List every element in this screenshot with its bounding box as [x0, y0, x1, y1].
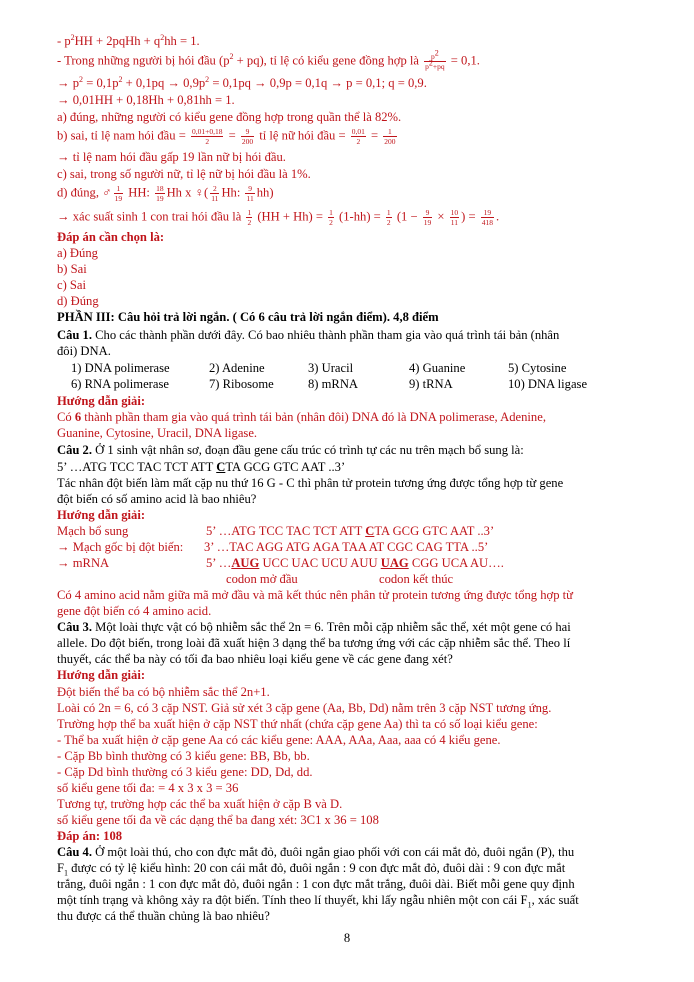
fraction: $\frac{2}{11}$	[211, 184, 219, 203]
q3-text-1: Câu 3. Một loài thực vật có bộ nhiễm sắc thể 2n = 6. Trên mỗi cặp nhiễm sắc thể, xét một gene có hai	[57, 620, 571, 634]
answer-item: b) Sai	[57, 262, 87, 276]
q3-solution: Đột biến thể ba có bộ nhiễm sắc thể 2n+1.	[57, 685, 270, 699]
q4-text-1: Câu 4. Ở một loài thú, cho con đực mắt đỏ, đuôi ngắn giao phối với con cái mắt đỏ, đuôi ngắn (P), thu	[57, 845, 575, 859]
q2-solution-2: gene đột biến có 4 amino acid.	[57, 604, 212, 618]
q1-text-1: Câu 1. Cho các thành phần dưới đây. Có bao nhiêu thành phần tham gia vào quá trình tái bản (nhân	[57, 328, 560, 342]
q1-option: 3) Uracil	[308, 361, 354, 375]
q2-codon-start-label: codon mở đầu	[226, 572, 298, 586]
q4-text-2: $F_1$ được có tỷ lệ kiểu hình: 20 con cái mắt đỏ, đuôi ngắn : 9 con đực mắt đỏ, đuôi dài : 9 con đực mắt	[57, 861, 566, 878]
top-line-2: - Trong những người bị hói đầu $(p^2 + pq)$, tỉ lệ có kiểu gene đồng hợp là $\frac{p2}{p2+pq}$ = 0,1.	[57, 48, 480, 71]
q1-text-2: đôi) DNA.	[57, 344, 111, 358]
q4-text-3: trắng, đuôi ngắn : 1 con đực mắt đỏ, đuôi ngắn : 1 con đực mắt trắng, đuôi dài. Biết mỗi gene quy định	[57, 877, 575, 891]
q3-solution: - Thể ba xuất hiện ở cặp gene Aa có các kiểu gene: AAA, AAa, Aaa, aaa có 4 kiểu gene.	[57, 733, 501, 747]
q3-solution: số kiểu gene tối đa về các dạng thể ba đang xét: 3C1 x 36 = 108	[57, 813, 379, 827]
q3-solution: Trường hợp thể ba xuất hiện ở cặp NST thứ nhất (chứa cặp gene Aa) thì ta có số loại kiểu gene:	[57, 717, 538, 731]
fraction: $\frac{1}{2}$	[386, 208, 391, 227]
top-line-1: - $p^2HH$ + 2pqHh + $q^2hh = 1$.	[57, 32, 200, 48]
fraction: $\frac{1}{2}$	[247, 208, 252, 227]
q3-solution: - Cặp Dd bình thường có 3 kiểu gene: DD, Dd, dd.	[57, 765, 313, 779]
top-line-4: → 0,01HH + 0,18Hh + 0,81hh = 1.	[57, 93, 235, 107]
q2-guide-heading: Hướng dẫn giải:	[57, 508, 146, 522]
q1-option: 1) DNA polimerase	[71, 361, 170, 375]
q4-text-5: thu được cá thể thuần chủng là bao nhiêu?	[57, 909, 270, 923]
fraction: $\frac{0,01}{2}$	[351, 127, 365, 146]
fraction: $\frac{9}{11}$	[246, 184, 254, 203]
q1-option: 7) Ribosome	[209, 377, 274, 391]
top-line-3: → $p^2 = 0,1p^2 + 0,1pq \to 0,9p^2 = 0,1pq \to 0,9p = 0,1q \to p = 0,1$; q = 0,9.	[57, 74, 427, 90]
fraction: $\frac{10}{11}$	[450, 208, 459, 227]
q1-option: 9) tRNA	[409, 377, 453, 391]
fraction: $\frac{1}{19}$	[114, 184, 123, 203]
q1-solution-2: Guanine, Cytosine, Uracil, DNA ligase.	[57, 426, 258, 440]
q1-option: 8) mRNA	[308, 377, 359, 391]
top-line-9: d) đúng, ♂ $\frac{1}{19}$ HH: $\frac{18}{19}$ Hh x ♀( $\frac{2}{11}$ Hh: $\frac{9}{11}$ hh)	[57, 184, 274, 203]
q1-option: 4) Guanine	[409, 361, 466, 375]
q3-solution: - Cặp Bb bình thường có 3 kiểu gene: BB, Bb, bb.	[57, 749, 310, 763]
fraction: $\frac{9}{19}$	[423, 208, 432, 227]
q2-row-sequence: 5’ …AUG UCC UAC UCU AUU UAG CGG UCA AU….	[206, 556, 504, 570]
fraction: $\frac{19}{418}$	[481, 208, 493, 227]
q3-answer: Đáp án: 108	[57, 829, 123, 843]
fraction: $\frac{1}{2}$	[329, 208, 333, 227]
q2-text-3: đột biến có số amino acid là bao nhiêu?	[57, 492, 257, 506]
part3-title: PHẦN III: Câu hỏi trả lời ngắn. ( Có 6 câu trả lời ngắn điểm). 4,8 điểm	[57, 310, 439, 324]
q2-row-label: → Mạch gốc bị đột biến:	[57, 540, 184, 554]
q2-row-label: → mRNA	[57, 556, 110, 570]
fraction: $\frac{p2}{p2+pq}$	[425, 48, 445, 71]
q2-row-label: Mạch bổ sung	[57, 524, 129, 538]
top-line-6: b) sai, tỉ lệ nam hói đầu = $\frac{0,01+0,18}{2}$ = $\frac{9}{200}$ tỉ lệ nữ hói đầu = $\frac{0,01}{2}$ = $\frac{1}{200}$	[57, 127, 396, 146]
q2-codon-stop-label: codon kết thúc	[379, 572, 454, 586]
q1-option: 5) Cytosine	[508, 361, 567, 375]
q1-guide-heading: Hướng dẫn giải:	[57, 394, 146, 408]
q3-text-3: thuyết, các thể ba này có tối đa bao nhiêu loại kiểu gene về các gene đang xét?	[57, 652, 453, 666]
fraction: $\frac{18}{19}$	[156, 184, 164, 203]
q3-text-2: allele. Do đột biến, trong loài đã xuất hiện 3 dạng thể ba tương ứng với các cặp nhiễm sắc thể. Theo lí	[57, 636, 571, 650]
q3-solution: số kiểu gene tối đa: = 4 x 3 x 3 = 36	[57, 781, 239, 795]
q2-text-2: Tác nhân đột biến làm mất cặp nu thứ 16 G - C thì phân tử protein tương ứng được tổng hợp từ gene	[57, 476, 564, 490]
top-line-10: → xác suất sinh 1 con trai hói đầu là $\frac{1}{2}$ (HH + Hh) = $\frac{1}{2}$ (1-hh) = $\frac{1}{2}$ (1 − $\frac{9}{19}$ × $\frac{10}{11}$ ) = $\frac{19}{418}$ .	[57, 208, 500, 227]
top-line-5: a) đúng, những người có kiểu gene đồng hợp trong quần thể là 82%.	[57, 110, 402, 124]
fraction: $\frac{0,01+0,18}{2}$	[191, 127, 223, 146]
q3-solution: Tương tự, trường hợp các thể ba xuất hiện ở cặp B và D.	[57, 797, 343, 811]
q1-option: 6) RNA polimerase	[71, 377, 169, 391]
fraction: $\frac{9}{200}$	[241, 127, 254, 146]
q2-solution-1: Có 4 amino acid nằm giữa mã mở đầu và mã kết thúc nên phân tử protein tương ứng được tổng hợp từ	[57, 588, 573, 602]
answer-heading: Đáp án cần chọn là:	[57, 230, 165, 244]
q1-option: 10) DNA ligase	[508, 377, 588, 391]
q1-solution-1: Có 6 thành phần tham gia vào quá trình tái bản (nhân đôi) DNA đó là DNA polimerase, Adenine,	[57, 410, 546, 424]
q4-text-4: một tính trạng và không xảy ra đột biến. Tính theo lí thuyết, khi lấy ngẫu nhiên một con cái $F_1$, xác suất	[57, 893, 579, 910]
answer-item: a) Đúng	[57, 246, 98, 260]
page-number: 8	[343, 931, 351, 945]
top-line-8: c) sai, trong số người nữ, tỉ lệ nữ bị hói đầu là 1%.	[57, 167, 311, 181]
q2-row-sequence: 5’ …ATG TCC TAC TCT ATT CTA GCG GTC AAT ..3’	[206, 524, 495, 538]
q3-solution: Loài có 2n = 6, có 3 cặp NST. Giả sử xét 3 cặp gene (Aa, Bb, Dd) nằm trên 3 cặp NST tương ứng.	[57, 701, 552, 715]
q2-sequence: 5’ …ATG TCC TAC TCT ATT CTA GCG GTC AAT ..3’	[57, 460, 346, 474]
q1-option: 2) Adenine	[209, 361, 265, 375]
fraction: $\frac{1}{200}$	[384, 127, 396, 146]
q3-guide-heading: Hướng dẫn giải:	[57, 668, 146, 682]
answer-item: d) Đúng	[57, 294, 99, 308]
q2-row-sequence: 3’ …TAC AGG ATG AGA TAA AT CGC CAG TTA ..5’	[204, 540, 489, 554]
q2-text-1: Câu 2. Ở 1 sinh vật nhân sơ, đoạn đầu gene cấu trúc có trình tự các nu trên mạch bổ sung là:	[57, 443, 524, 457]
top-line-7: → tỉ lệ nam hói đầu gấp 19 lần nữ bị hói đầu.	[57, 150, 286, 164]
answer-item: c) Sai	[57, 278, 87, 292]
